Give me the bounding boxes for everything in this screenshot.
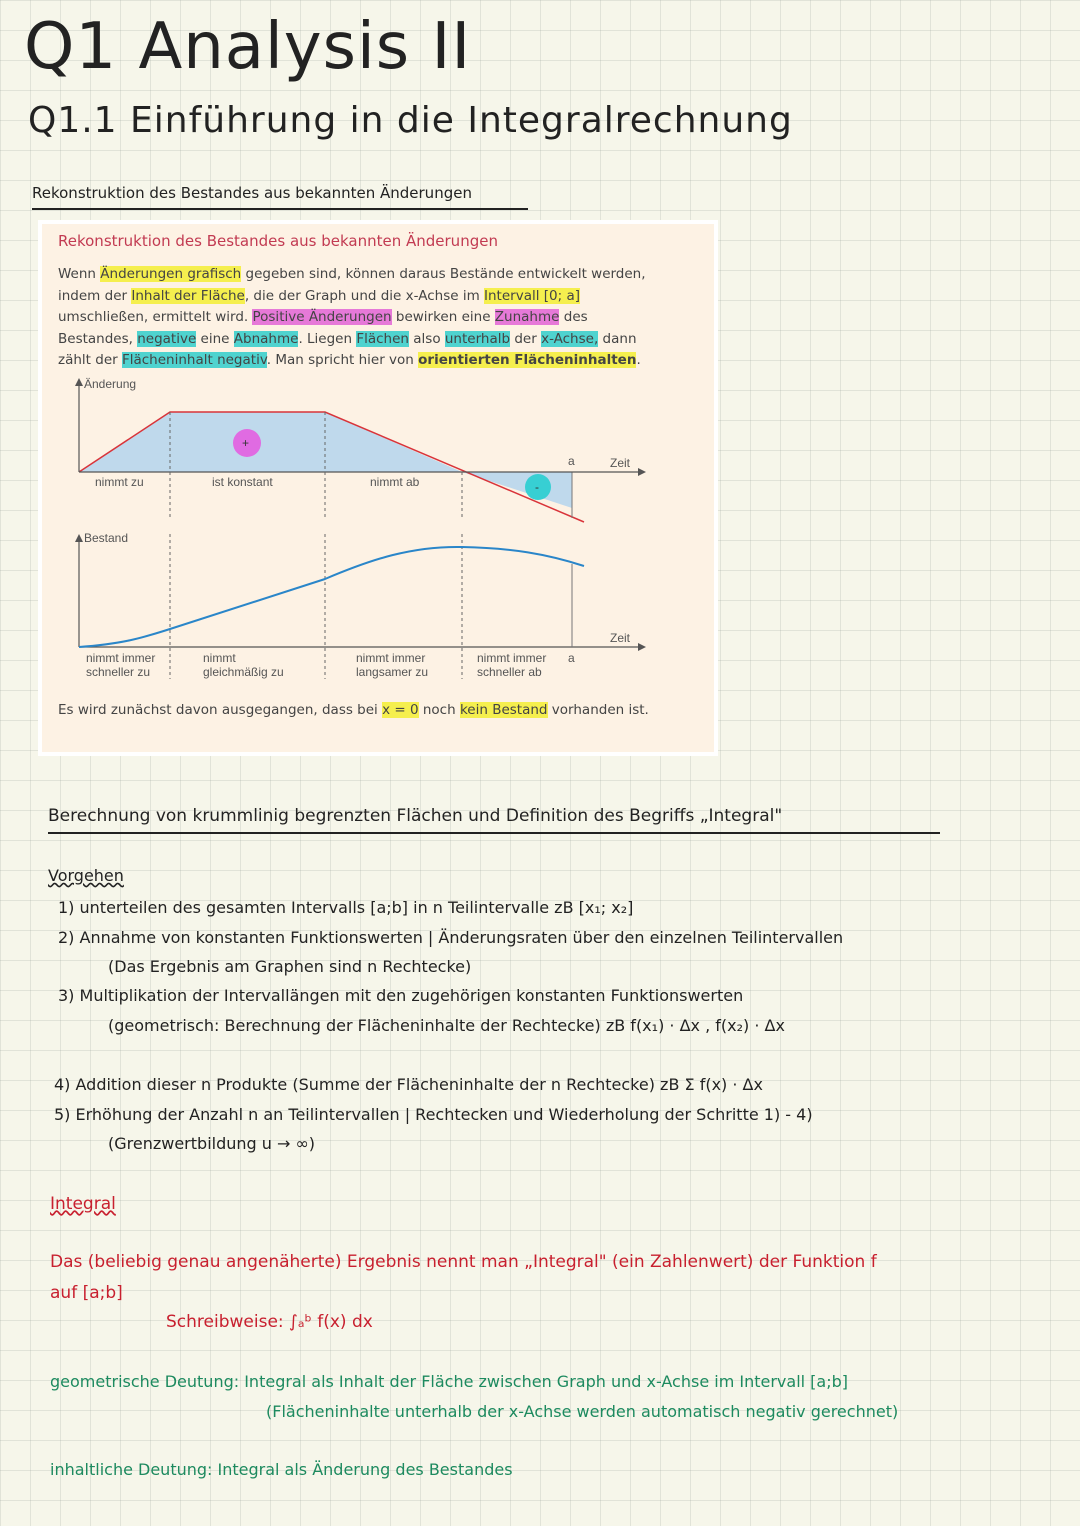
text-run: umschließen, ermittelt wird. xyxy=(58,309,253,325)
page-title: Q1 Analysis II xyxy=(24,10,472,84)
a-label: a xyxy=(568,651,575,665)
highlight: Positive Änderungen xyxy=(252,309,392,325)
integral-notation: Schreibweise: ∫ₐᵇ f(x) dx xyxy=(166,1312,373,1332)
phase-label: nimmt zu xyxy=(95,475,144,489)
highlight: Abnahme xyxy=(233,330,299,347)
highlight: Flächen xyxy=(356,330,409,347)
text-run: gegeben sind, können daraus Bestände entwickelt werden, indem der xyxy=(58,266,646,304)
highlight: Flächeninhalt negativ xyxy=(121,352,267,368)
page-subtitle: Q1.1 Einführung in die Integralrechnung xyxy=(28,100,793,141)
phase-label: nimmt immer xyxy=(86,651,156,665)
integral-definition: Das (beliebig genau angenäherte) Ergebnis nennt man „Integral" (ein Zahlenwert) der Funktion f xyxy=(50,1252,877,1272)
geometric-meaning-note: (Flächeninhalte unterhalb der x-Achse werden automatisch negativ gerechnet) xyxy=(266,1402,899,1421)
minus-label: - xyxy=(535,480,539,494)
textbook-excerpt xyxy=(42,224,714,752)
y-axis-label: Änderung xyxy=(84,377,137,391)
text-run: Es wird zunächst davon ausgegangen, dass bei xyxy=(58,702,383,718)
excerpt-footer xyxy=(58,700,658,721)
text-run: noch xyxy=(418,702,460,718)
phase-label: langsamer zu xyxy=(356,665,429,679)
text-run: , die der Graph und die x-Achse im xyxy=(244,287,485,304)
plus-label: + xyxy=(242,436,250,450)
text-run: Wenn xyxy=(58,266,101,282)
text-run: vorhanden ist. xyxy=(547,702,649,718)
x-axis-label: Zeit xyxy=(610,456,631,470)
phase-label: gleichmäßig zu xyxy=(203,665,284,679)
phase-label: ist konstant xyxy=(212,475,273,489)
highlight: x-Achse, xyxy=(541,330,599,347)
content-meaning: inhaltliche Deutung: Integral als Änderung des Bestandes xyxy=(50,1460,513,1479)
highlight: Änderungen grafisch xyxy=(100,266,242,282)
step-5-note: (Grenzwertbildung u → ∞) xyxy=(108,1134,316,1153)
vorgehen-heading: Vorgehen xyxy=(48,866,124,885)
a-label: a xyxy=(568,454,575,468)
text-run: . Liegen xyxy=(298,330,357,347)
rate-of-change-graph xyxy=(42,224,714,694)
section-heading-reconstruction: Rekonstruktion des Bestandes aus bekannten Änderungen xyxy=(32,184,528,210)
step-1: 1) unterteilen des gesamten Intervalls [a;b] in n Teilintervalle zB [x₁; x₂] xyxy=(58,898,634,917)
highlight: negative xyxy=(137,330,197,347)
phase-label: nimmt xyxy=(203,651,236,665)
section-heading-integral-definition: Berechnung von krummlinig begrenzten Flächen und Definition des Begriffs „Integral" xyxy=(48,806,940,834)
step-2-note: (Das Ergebnis am Graphen sind n Rechtecke) xyxy=(108,957,472,976)
text-run: bewirken eine xyxy=(391,309,495,325)
step-3: 3) Multiplikation der Intervallängen mit den zugehörigen konstanten Funktionswerten xyxy=(58,986,744,1005)
highlight: Intervall [0; a] xyxy=(484,287,580,304)
highlight: Inhalt der Fläche xyxy=(131,287,245,304)
text-run: . Man spricht hier von xyxy=(266,352,419,368)
step-5: 5) Erhöhung der Anzahl n an Teilintervallen | Rechtecken und Wiederholung der Schritte 1) - 4) xyxy=(54,1105,813,1124)
integral-interval: auf [a;b] xyxy=(50,1283,123,1303)
text-run: . xyxy=(636,352,641,368)
phase-label: nimmt immer xyxy=(477,651,547,665)
text-run: des Bestandes, xyxy=(58,309,588,347)
excerpt-title: Rekonstruktion des Bestandes aus bekannten Änderungen xyxy=(58,232,498,250)
phase-label: nimmt ab xyxy=(370,475,420,489)
phase-label: schneller zu xyxy=(86,665,151,679)
x-axis-label: Zeit xyxy=(610,631,631,645)
geometric-meaning: geometrische Deutung: Integral als Inhalt der Fläche zwischen Graph und x-Achse im Intervall [a;b] xyxy=(50,1372,848,1391)
highlight: x = 0 xyxy=(382,702,419,718)
step-3-note: (geometrisch: Berechnung der Flächeninhalte der Rechtecke) zB f(x₁) · Δx , f(x₂) · Δx xyxy=(108,1016,785,1035)
highlight: Zunahme xyxy=(494,309,560,325)
step-2: 2) Annahme von konstanten Funktionswerten | Änderungsraten über den einzelnen Teilintervallen xyxy=(58,928,844,947)
text-run: der xyxy=(510,330,542,347)
phase-label: schneller ab xyxy=(477,665,542,679)
step-4: 4) Addition dieser n Produkte (Summe der Flächeninhalte der n Rechtecke) zB Σ f(x) · Δx xyxy=(54,1075,763,1094)
integral-heading: Integral xyxy=(50,1194,116,1214)
text-run: eine xyxy=(196,330,234,347)
highlight: orientierten Flächeninhalten xyxy=(418,352,637,368)
text-run: dann zählt der xyxy=(58,330,637,368)
y-axis-label: Bestand xyxy=(84,531,129,545)
highlight: kein Bestand xyxy=(459,702,548,718)
highlight: unterhalb xyxy=(444,330,511,347)
phase-label: nimmt immer xyxy=(356,651,426,665)
text-run: also xyxy=(408,330,445,347)
